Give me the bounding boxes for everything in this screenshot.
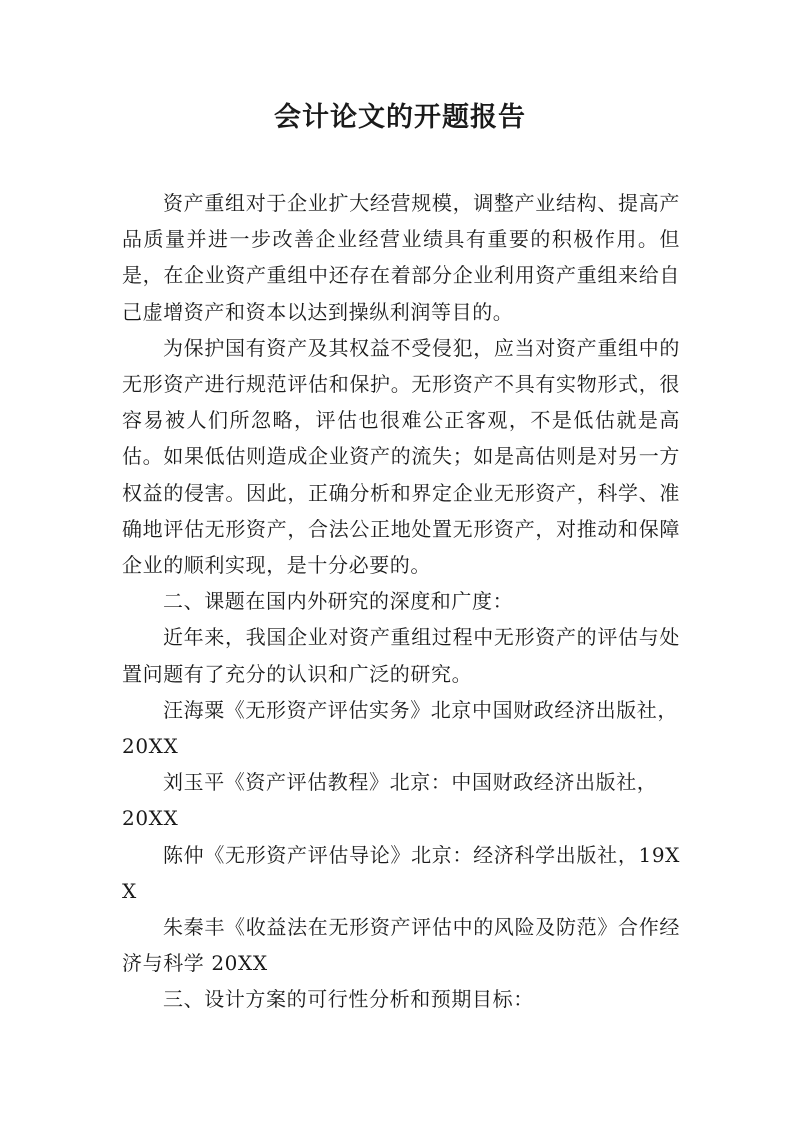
reference-item xyxy=(122,692,680,764)
reference-year: 20XX xyxy=(122,734,179,759)
reference-item xyxy=(122,837,680,909)
reference-text: 汪海粟《无形资产评估实务》北京中国财政经济出版社， xyxy=(163,697,678,722)
section-heading-research: 二、课题在国内外研究的深度和广度： xyxy=(163,589,514,614)
paragraph-intro: 资产重组对于企业扩大经营规模，调整产业结构、提高产品质量并进一步改善企业经营业绩具有重要的积极作用。但是，在企业资产重组中还存在着部分企业利用资产重组来给自己虚增资产和资本以达到操纵利润等目的。 xyxy=(122,191,680,324)
reference-text: 刘玉平《资产评估教程》北京：中国财政经济出版社， xyxy=(163,770,658,795)
reference-year: 20XX xyxy=(122,806,179,831)
paragraph-recent-research: 近年来，我国企业对资产重组过程中无形资产的评估与处置问题有了充分的认识和广泛的研究。 xyxy=(122,625,680,686)
paragraph-protection: 为保护国有资产及其权益不受侵犯，应当对资产重组中的无形资产进行规范评估和保护。无形资产不具有实物形式，很容易被人们所忽略，评估也很难公正客观，不是低估就是高估。如果低估则造成企业资产的流失；如是高估则是对另一方权益的侵害。因此，正确分析和界定企业无形资产，科学、准确地评估无形资产，合法公正地处置无形资产，对推动和保障企业的顺利实现，是十分必要的。 xyxy=(122,335,680,578)
section-heading-feasibility: 三、设计方案的可行性分析和预期目标： xyxy=(163,987,534,1012)
document-body xyxy=(122,185,680,1018)
reference-item xyxy=(122,764,680,836)
reference-item xyxy=(122,909,680,981)
document-title: 会计论文的开题报告 xyxy=(274,102,526,133)
reference-text: 朱秦丰《收益法在无形资产评估中的风险及防范》合作经济与科学 20XX xyxy=(122,915,680,976)
reference-text: 陈仲《无形资产评估导论》北京：经济科学出版社，19XX xyxy=(122,842,680,903)
